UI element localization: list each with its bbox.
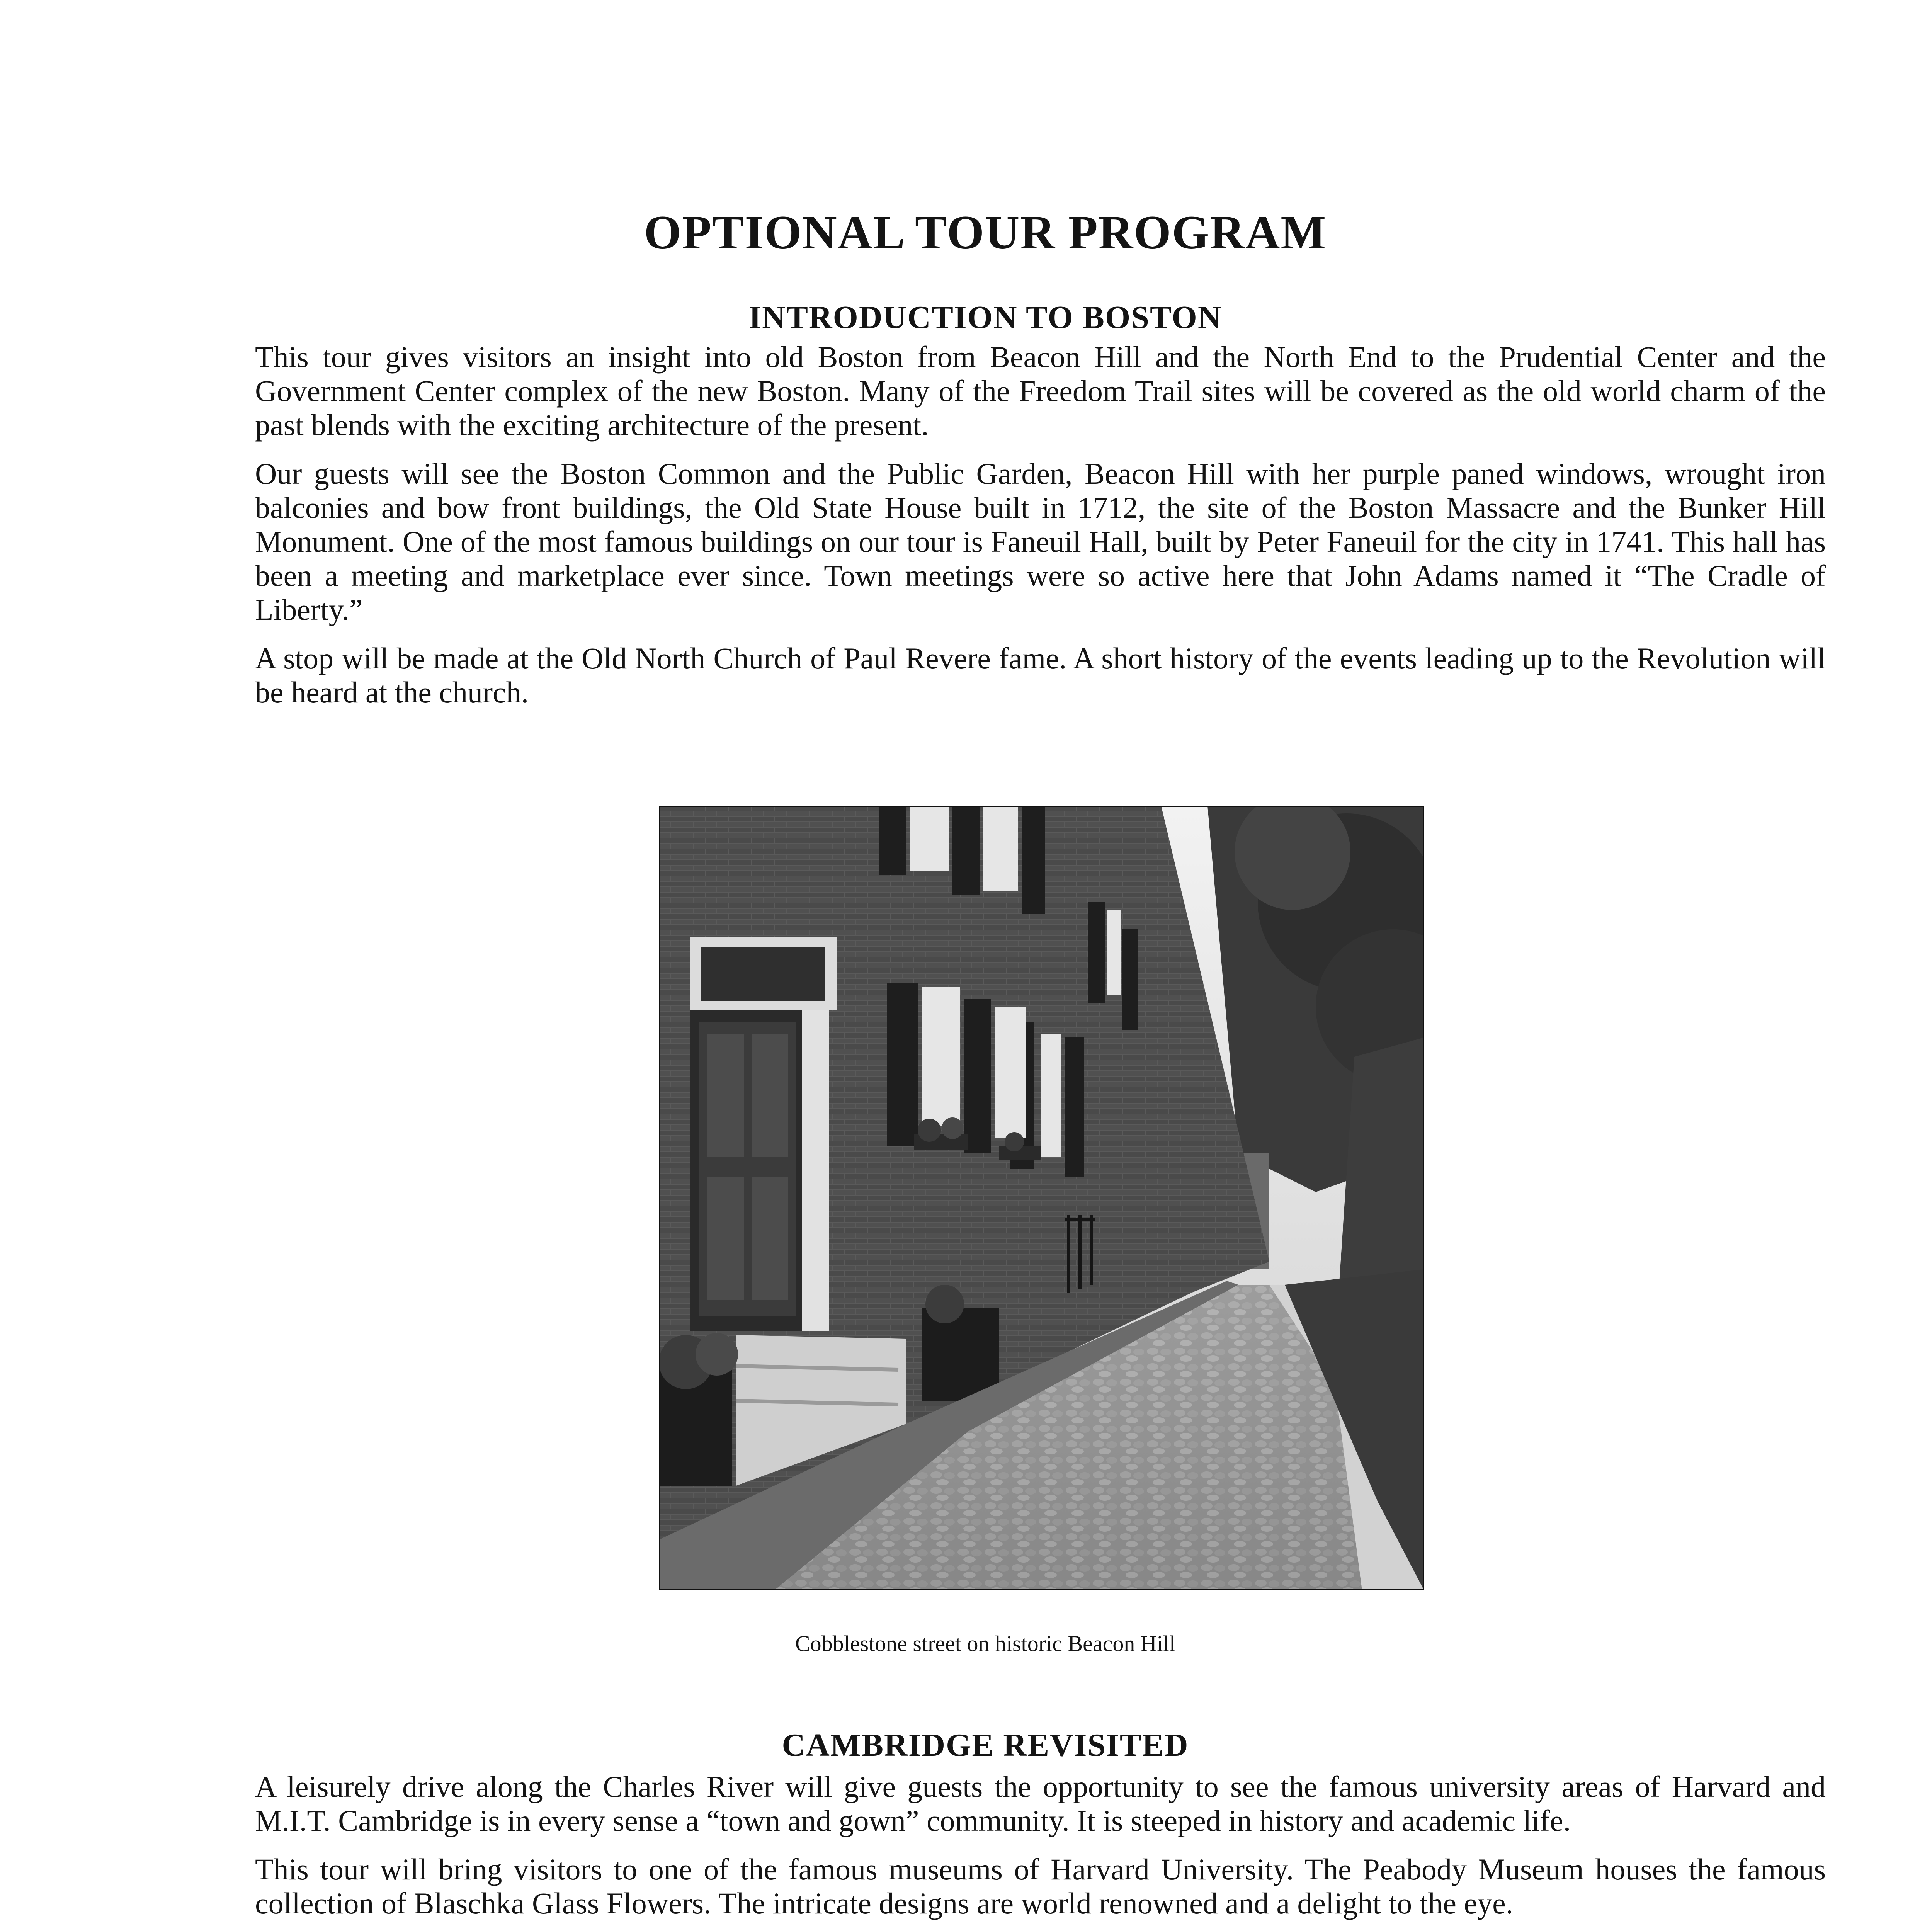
paragraph: This tour will bring visitors to one of the famous museums of Harvard University. The Peabody Museum houses the famous collection of Blaschka Glass Flowers. The intricate designs are world renowned and a delight to the eye. [255,1852,1826,1920]
section-heading-cambridge-revisited: CAMBRIDGE REVISITED [782,1727,1189,1763]
section-heading-introduction-to-boston: INTRODUCTION TO BOSTON [748,299,1222,335]
section-body-cambridge-revisited [255,1770,1826,1932]
paragraph: A leisurely drive along the Charles River will give guests the opportunity to see the famous university areas of Harvard and M.I.T. Cambridge is in every sense a “town and gown” community. It is steeped in history and academic life. [255,1770,1826,1837]
paragraph: A stop will be made at the Old North Church of Paul Revere fame. A short history of the events leading up to the Revolution will be heard at the church. [255,641,1826,709]
page-title: OPTIONAL TOUR PROGRAM [644,206,1327,259]
photo-caption: Cobblestone street on historic Beacon Hill [795,1631,1176,1656]
cobblestone-street-photo [659,806,1424,1590]
paragraph: This tour gives visitors an insight into old Boston from Beacon Hill and the North End to the Prudential Center and the Government Center complex of the new Boston. Many of the Freedom Trail sites will be covered as the old world charm of the past blends with the exciting architecture of the present. [255,340,1826,442]
paragraph: Our guests will see the Boston Common and the Public Garden, Beacon Hill with her purple paned windows, wrought iron balconies and bow front buildings, the Old State House built in 1712, the site of the Boston Massacre and the Bunker Hill Monument. One of the most famous buildings on our tour is Faneuil Hall, built by Peter Faneuil for the city in 1741. This hall has been a meeting and marketplace ever since. Town meetings were so active here that John Adams named it “The Cradle of Liberty.” [255,457,1826,626]
section-body-introduction-to-boston [255,340,1826,724]
